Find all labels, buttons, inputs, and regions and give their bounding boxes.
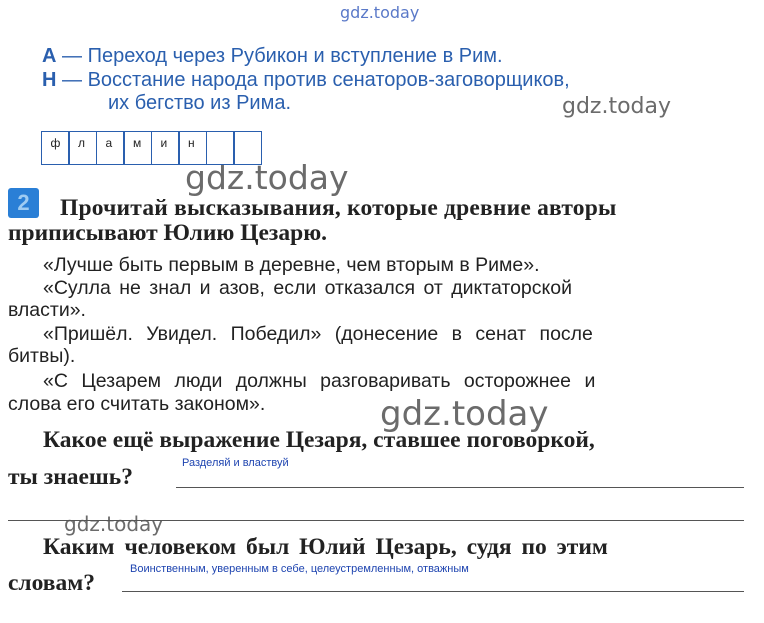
quote-line: слова его считать законом». (8, 393, 266, 415)
event-dash: — (62, 69, 83, 91)
word-cell[interactable] (41, 131, 70, 165)
word-grid (42, 131, 262, 165)
question-text: Каким человеком был Юлий Цезарь, судя по этим (43, 534, 608, 560)
watermark: gdz.today (64, 512, 164, 536)
cell-letter: а (105, 136, 113, 150)
watermark: gdz.today (380, 394, 549, 434)
event-dash: — (62, 45, 83, 67)
word-cell[interactable] (178, 131, 207, 165)
answer-line (122, 591, 744, 592)
quote-line: битвы). (8, 345, 76, 367)
word-cell[interactable] (233, 131, 262, 165)
word-cell[interactable] (68, 131, 97, 165)
answer-line (176, 487, 744, 488)
task-number-badge: 2 (8, 188, 39, 218)
watermark: gdz.today (340, 3, 420, 22)
question-text: Какое ещё выражение Цезаря, ставшее поговоркой, (43, 427, 595, 453)
cell-letter: н (188, 136, 195, 150)
question-text: словам? (8, 570, 95, 596)
quote-line: «Сулла не знал и азов, если отказался от диктаторской (43, 277, 573, 299)
quote-line: власти». (8, 299, 86, 321)
event-a (42, 45, 503, 68)
question-text: ты знаешь? (8, 464, 133, 490)
task-instruction: приписывают Юлию Цезарю. (8, 220, 328, 246)
event-letter: Н (42, 69, 57, 91)
word-cell[interactable] (96, 131, 125, 165)
cell-letter: л (78, 136, 86, 150)
quote-line: «Пришёл. Увидел. Победил» (донесение в сенат после (43, 323, 593, 345)
task-instruction: Прочитай высказывания, которые древние авторы (60, 195, 617, 221)
answer-line (8, 520, 744, 521)
answer-text[interactable]: Воинственным, уверенным в себе, целеустремленным, отважным (130, 563, 469, 575)
word-cell[interactable] (206, 131, 235, 165)
event-text-cont: их бегство из Рима. (108, 92, 292, 114)
watermark: gdz.today (562, 94, 672, 119)
answer-text[interactable]: Разделяй и властвуй (182, 457, 289, 469)
cell-letter: м (133, 136, 142, 150)
event-letter: А (42, 45, 57, 67)
cell-letter: ф (50, 136, 61, 150)
word-cell[interactable] (151, 131, 180, 165)
quote-line: «С Цезарем люди должны разговаривать осторожнее и (43, 370, 596, 392)
word-cell[interactable] (123, 131, 152, 165)
event-text: Переход через Рубикон и вступление в Рим. (87, 45, 503, 67)
watermark: gdz.today (185, 158, 349, 197)
event-n (42, 69, 570, 92)
cell-letter: и (160, 136, 168, 150)
quote-line: «Лучше быть первым в деревне, чем вторым в Риме». (43, 254, 540, 276)
event-text: Восстание народа против сенаторов-заговорщиков, (87, 69, 570, 91)
